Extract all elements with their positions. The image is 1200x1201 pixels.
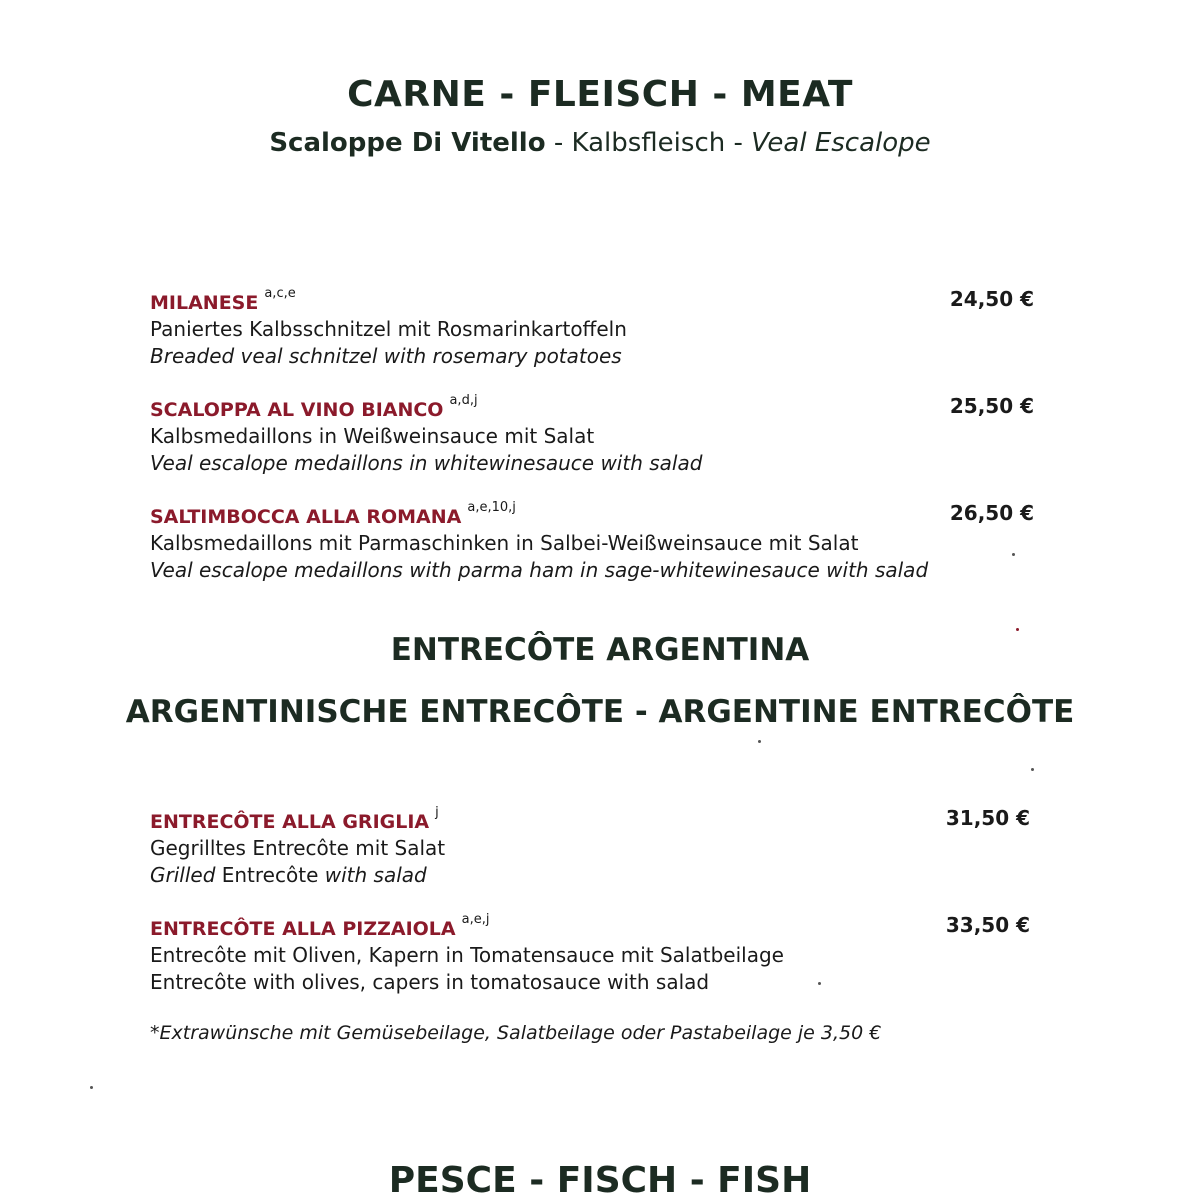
item-allergens: a,c,e <box>264 286 296 301</box>
item-name: ENTRECÔTE ALLA PIZZAIOLA <box>150 918 456 940</box>
item-allergens: a,d,j <box>449 393 478 408</box>
item-description-english: Breaded veal schnitzel with rosemary potatoes <box>150 344 622 368</box>
item-price: 33,50 € <box>945 913 1030 937</box>
subtitle-german: Kalbsfleisch <box>571 128 726 158</box>
item-price: 31,50 € <box>945 806 1030 830</box>
scan-speck <box>1012 553 1015 556</box>
item-price: 24,50 € <box>949 287 1034 311</box>
menu-item-milanese <box>150 286 1040 370</box>
item-name: MILANESE <box>150 292 259 314</box>
subtitle-separator: - <box>725 128 752 158</box>
item-description-german: Paniertes Kalbsschnitzel mit Rosmarinkartoffeln <box>150 317 627 341</box>
menu-item-entrecote-alla-pizzaiola <box>150 912 1040 996</box>
item-description-german: Gegrilltes Entrecôte mit Salat <box>150 836 446 860</box>
item-description-english: Veal escalope medaillons in whitewinesauce with salad <box>150 451 703 475</box>
item-description-german: Entrecôte mit Oliven, Kapern in Tomatensauce mit Salatbeilage <box>150 943 784 967</box>
menu-item-entrecote-alla-griglia <box>150 805 1040 889</box>
desc-part: with salad <box>324 863 427 887</box>
scan-speck <box>1016 628 1019 631</box>
item-allergens: a,e,10,j <box>467 500 516 515</box>
subtitle-separator: - <box>545 128 572 158</box>
scan-speck <box>758 740 761 743</box>
desc-part: Grilled <box>150 863 216 887</box>
menu-item-saltimbocca-alla-romana <box>150 500 1040 584</box>
entrecote-section-title: ENTRECÔTE ARGENTINA <box>390 632 810 668</box>
item-description-english: Entrecôte with olives, capers in tomatosauce with salad <box>150 970 710 994</box>
item-allergens: a,e,j <box>461 912 490 927</box>
desc-part: Entrecôte <box>215 863 325 887</box>
item-description-english: Veal escalope medaillons with parma ham in sage-whitewinesauce with salad <box>150 558 929 582</box>
subtitle-english: Veal Escalope <box>751 128 931 158</box>
entrecote-section-subtitle: ARGENTINISCHE ENTRECÔTE - ARGENTINE ENTRECÔTE <box>125 694 1075 730</box>
scan-speck <box>1031 768 1034 771</box>
item-name: ENTRECÔTE ALLA GRIGLIA <box>150 811 430 833</box>
subtitle-italian: Scaloppe Di Vitello <box>269 128 546 158</box>
item-price: 26,50 € <box>949 501 1034 525</box>
menu-item-scaloppa-al-vino-bianco <box>150 393 1040 477</box>
item-description-english <box>150 862 1040 889</box>
item-name: SCALOPPA AL VINO BIANCO <box>150 399 444 421</box>
scan-speck <box>90 1086 93 1089</box>
item-description-german: Kalbsmedaillons in Weißweinsauce mit Salat <box>150 424 595 448</box>
item-price: 25,50 € <box>949 394 1034 418</box>
item-allergens: j <box>435 805 439 820</box>
meat-section-subtitle <box>0 128 1200 158</box>
extras-note: *Extrawünsche mit Gemüsebeilage, Salatbeilage oder Pastabeilage je 3,50 € <box>150 1022 882 1044</box>
item-description-german: Kalbsmedaillons mit Parmaschinken in Salbei-Weißweinsauce mit Salat <box>150 531 859 555</box>
fish-section-title: PESCE - FISCH - FISH <box>388 1160 812 1201</box>
scan-speck <box>818 982 821 985</box>
item-name: SALTIMBOCCA ALLA ROMANA <box>150 506 462 528</box>
meat-section-title: CARNE - FLEISCH - MEAT <box>347 74 853 115</box>
